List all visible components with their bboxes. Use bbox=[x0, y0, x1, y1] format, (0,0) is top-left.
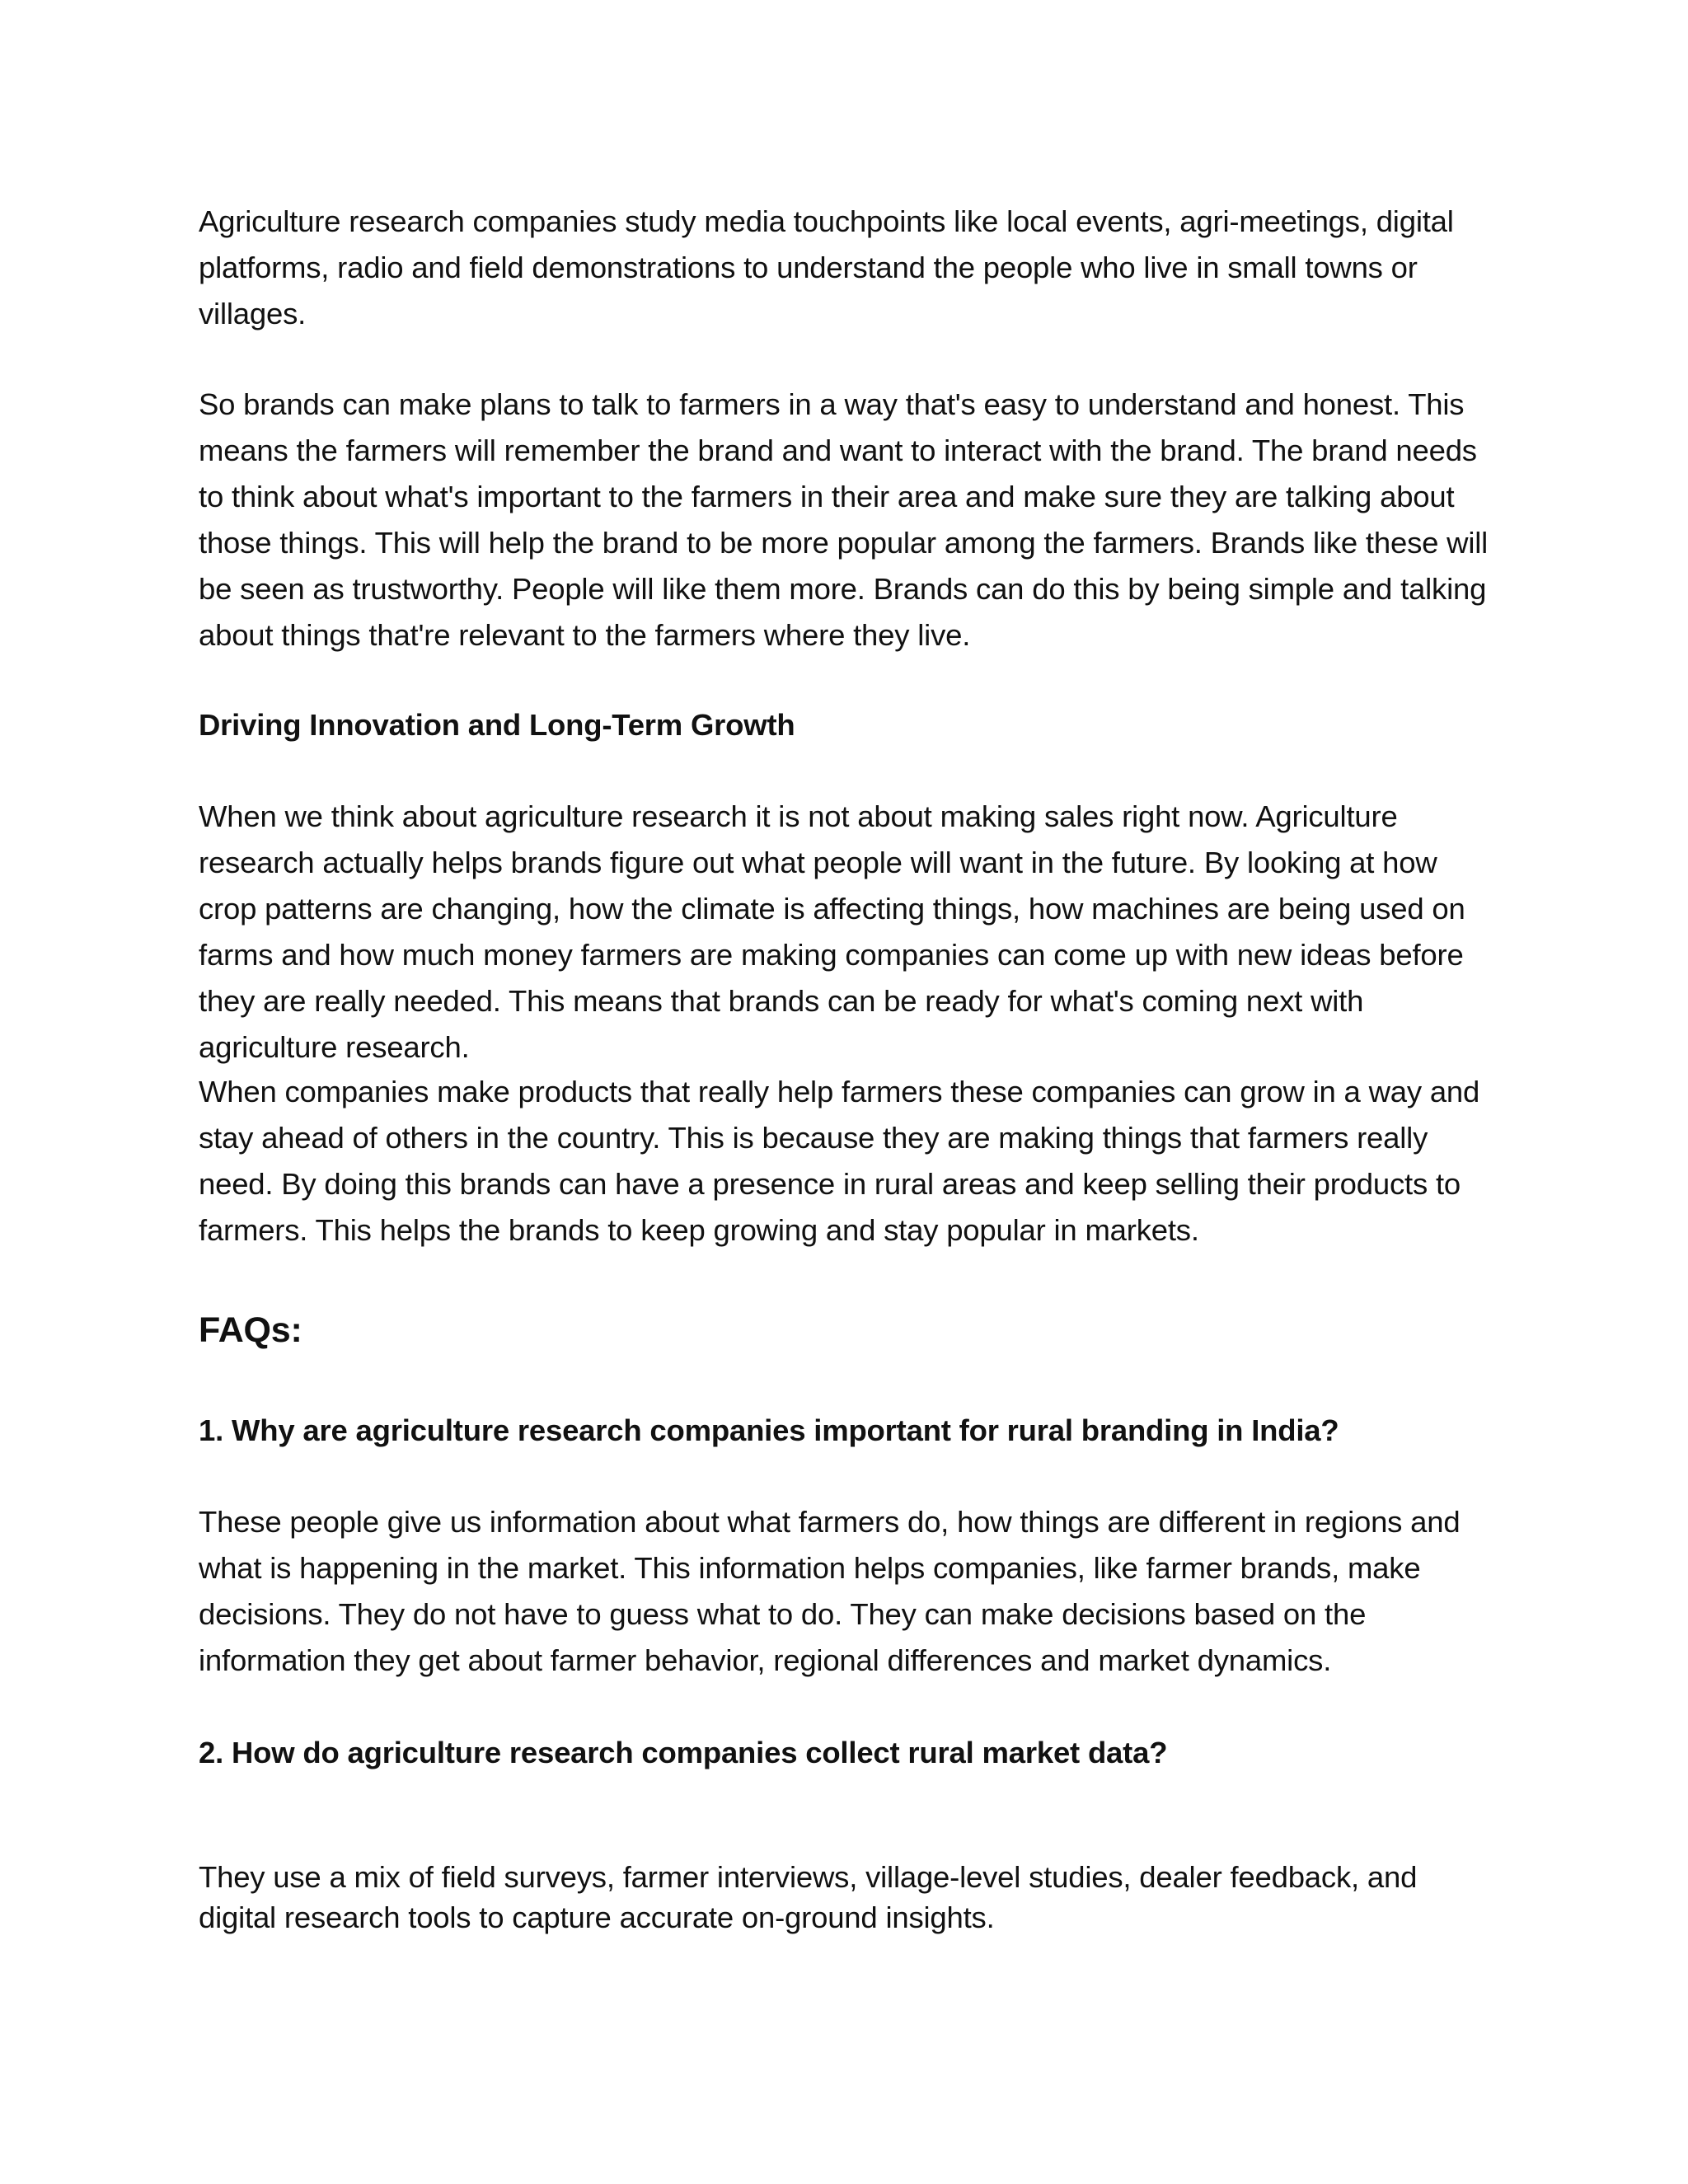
faq-heading: FAQs: bbox=[199, 1310, 302, 1350]
faq-answer-2: They use a mix of field surveys, farmer interviews, village-level studies, dealer feedback, and digital research tools to capture accurate on-ground insights. bbox=[199, 1860, 1418, 1934]
intro-paragraph: Agriculture research companies study media touchpoints like local events, agri-meetings, digital platforms, radio and field demonstrations to understand the people who live in small towns or villages. bbox=[199, 204, 1454, 330]
faq-answer-1: These people give us information about what farmers do, how things are different in regions and what is happening in the market. This information helps companies, like farmer brands, make decisions. They do not have to guess what to do. They can make decisions based on the information they get about farmer behavior, regional differences and market dynamics. bbox=[199, 1505, 1461, 1677]
innovation-paragraph: When we think about agriculture research it is not about making sales right now. Agriculture research actually helps brands figure out what people will want in the future. By looking at how crop patterns are changing, how the climate is affecting things, how machines are being used on farms and how much money farmers are making companies can come up with new ideas before they are really needed. This means that brands can be ready for what's coming next with agriculture research. bbox=[199, 799, 1465, 1064]
brands-paragraph: So brands can make plans to talk to farmers in a way that's easy to understand and honest. This means the farmers will remember the brand and want to interact with the brand. The brand needs to think about what's important to the farmers in their area and make sure they are talking about those things. This will help the brand to be more popular among the farmers. Brands like these will be seen as trustworthy. People will like them more. Brands can do this by being simple and talking about things that're relevant to the farmers where they live. bbox=[199, 387, 1489, 652]
section-heading: Driving Innovation and Long-Term Growth bbox=[199, 708, 795, 742]
growth-paragraph: When companies make products that really help farmers these companies can grow in a way and stay ahead of others in the country. This is because they are making things that farmers really need. By doing this brands can have a presence in rural areas and keep selling their products to farmers. This helps the brands to keep growing and stay popular in markets. bbox=[199, 1075, 1480, 1247]
faq-question-2: 2. How do agriculture research companies collect rural market data? bbox=[199, 1736, 1168, 1769]
faq-question-1: 1. Why are agriculture research companies important for rural branding in India? bbox=[199, 1413, 1339, 1447]
